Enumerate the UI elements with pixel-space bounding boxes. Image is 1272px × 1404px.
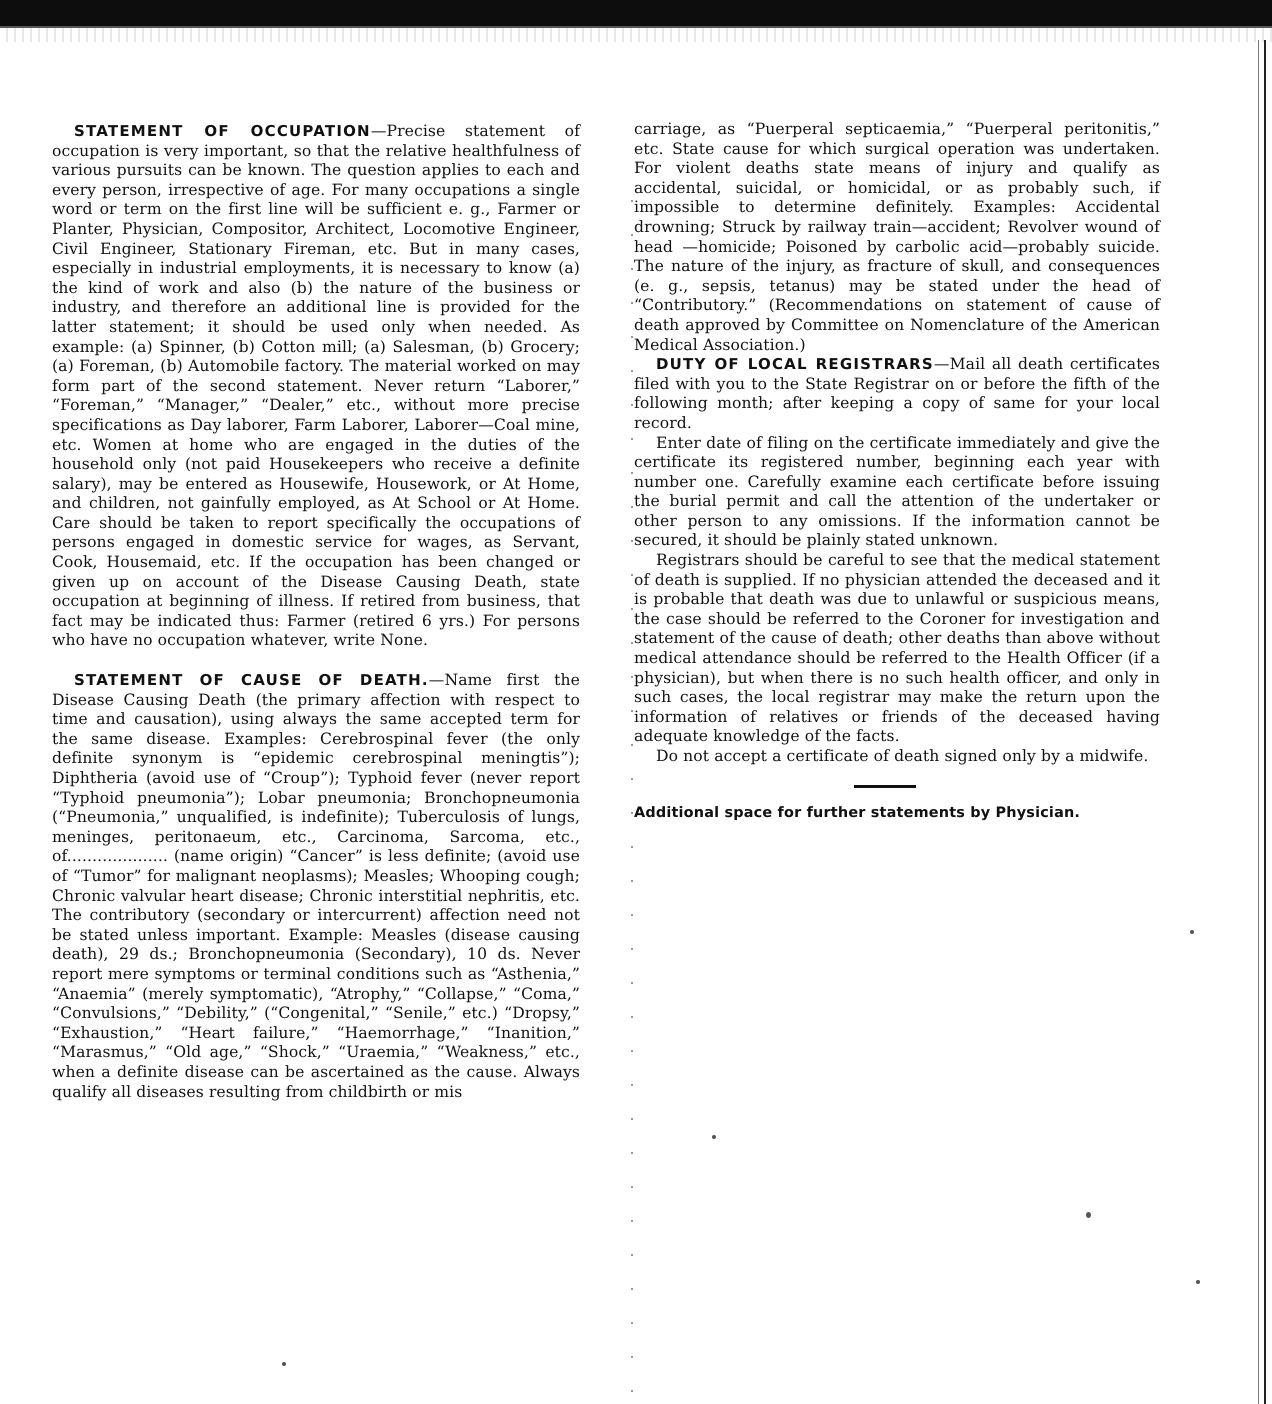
occupation-text: —Precise statement of occupation is very important, so that the relative healthfulness of various pursuits can be known. The question applies to each and every person, irrespective of age. For many occupations a single word or term on the first line will be sufficient e. g., Farmer or Planter, Physician, Compositor, Architect, Locomotive Engineer, Civil Engineer, Stationary Fireman, etc. But in many cases, especially in industrial employments, it is necessary to know (a) the kind of work and also (b) the nature of the business or industry, and therefore an additional line is provided for the latter statement; it should be used only when needed. As example: (a) Spinner, (b) Cotton mill; (a) Salesman, (b) Grocery; (a) Foreman, (b) Automobile factory. The material worked on may form part of the second statement. Never return “Laborer,” “Foreman,” “Manager,” “Dealer,” etc., without more precise specifications as Day laborer, Farm Laborer, Laborer—Coal mine, etc. Women at home who are engaged in the duties of the household only (not paid Housekeepers who receive a definite salary), may be entered as Housewife, Housework, or At Home, and children, not gainfully employed, as At School or At Home. Care should be taken to report specifically the occupations of persons engaged in domestic service for wages, as Servant, Cook, Housemaid, etc. If the occupation has been changed or given up on account of the Disease Causing Death, state occupation at beginning of illness. If retired from business, that fact may be indicated thus: Farmer (retired 6 yrs.) For persons who have no occupation whatever, write None. xyxy=(52,122,580,650)
registrars-paragraph xyxy=(634,355,1160,433)
additional-space-note: Additional space for further statements by Physician. xyxy=(634,804,1081,821)
occupation-paragraph xyxy=(52,122,580,651)
left-column xyxy=(52,122,580,1102)
right-column xyxy=(634,120,1160,823)
registrars-paragraph-2: Enter date of filing on the certificate immediately and give the certificate its registered number, beginning each year with number one. Carefully examine each certificate before issuing the burial permit and call the attention of the undertaker or other person to any omissions. If the information cannot be secured, it should be plainly stated unknown. xyxy=(634,433,1160,550)
occupation-heading: STATEMENT OF OCCUPATION xyxy=(74,122,371,140)
scan-right-edge xyxy=(1264,40,1266,1404)
cause-continuation: carriage, as “Puerperal septicaemia,” “Puerperal peritonitis,” etc. State cause for which surgical operation was undertaken. For violent deaths state means of injury and qualify as accidental, suicidal, or homicidal, or as probably such, if impossible to determine definitely. Examples: Accidental drowning; Struck by railway train—accident; Revolver wound of head —homicide; Poisoned by carbolic acid—probably suicide. The nature of the injury, as fracture of skull, and consequences (e. g., sepsis, tetanus) may be stated under the head of “Contributory.” (Recommendations on statement of cause of death approved by Committee on Nomenclature of the American Medical Association.) xyxy=(634,120,1160,354)
scan-speck xyxy=(1196,1280,1200,1284)
column-divider xyxy=(631,200,633,1400)
scan-top-edge xyxy=(0,26,1272,42)
cause-heading: STATEMENT OF CAUSE OF DEATH. xyxy=(74,671,429,690)
scan-speck xyxy=(1190,930,1194,934)
section-rule xyxy=(854,785,916,788)
scan-speck xyxy=(282,1362,286,1366)
registrars-heading: DUTY OF LOCAL REGISTRARS xyxy=(656,355,934,374)
scan-right-edge-inner xyxy=(1258,40,1259,1404)
cause-paragraph xyxy=(52,671,580,1102)
registrars-paragraph-3: Registrars should be careful to see that the medical statement of death is supplied. If no physician attended the deceased and it is probable that death was due to unlawful or suspicious means, the case should be referred to the Coroner for investigation and statement of the cause of death; other deaths than above without medical attendance should be referred to the Health Officer (if a physician), but when there is no such health officer, and only in such cases, the local registrar may make the return upon the information of relatives or friends of the deceased having adequate knowledge of the facts. xyxy=(634,551,1160,746)
registrars-paragraph-4: Do not accept a certificate of death signed only by a midwife. xyxy=(656,747,1149,765)
cause-text: —Name first the Disease Causing Death (the primary affection with respect to time and causation), using always the same accepted term for the same disease. Examples: Cerebrospinal fever (the only definite synonym is “epidemic cerebrospinal meningtis”); Diphtheria (avoid use of “Croup”); Typhoid fever (never report “Typhoid pneumonia”); Lobar pneumonia; Bronchopneumonia (“Pneumonia,” unqualified, is indefinite); Tuberculosis of lungs, meninges, peritonaeum, etc., Carcinoma, Sarcoma, etc., of.................... (name origin) “Cancer” is less definite; (avoid use of “Tumor” for malignant neoplasms); Measles; Whooping cough; Chronic valvular heart disease; Chronic interstitial nephritis, etc. The contributory (secondary or intercurrent) affection need not be stated unless important. Example: Measles (disease causing death), 29 ds.; Bronchopneumonia (Secondary), 10 ds. Never report mere symptoms or terminal conditions such as “Asthenia,” “Anaemia” (merely symptomatic), “Atrophy,” “Collapse,” “Coma,” “Convulsions,” “Debility,” (“Congenital,” “Senile,” etc.) “Dropsy,” “Exhaustion,” “Heart failure,” “Haemorrhage,” “Inanition,” “Marasmus,” “Old age,” “Shock,” “Uraemia,” “Weakness,” etc., when a definite disease can be ascertained as the cause. Always qualify all diseases resulting from childbirth or mis xyxy=(52,671,581,1101)
registrars-text: —Mail all death certificates filed with you to the State Registrar on or before the fifth of the following month; after keeping a copy of same for your local record. xyxy=(634,355,1160,432)
scan-speck xyxy=(1086,1212,1091,1218)
scan-speck xyxy=(712,1135,716,1139)
